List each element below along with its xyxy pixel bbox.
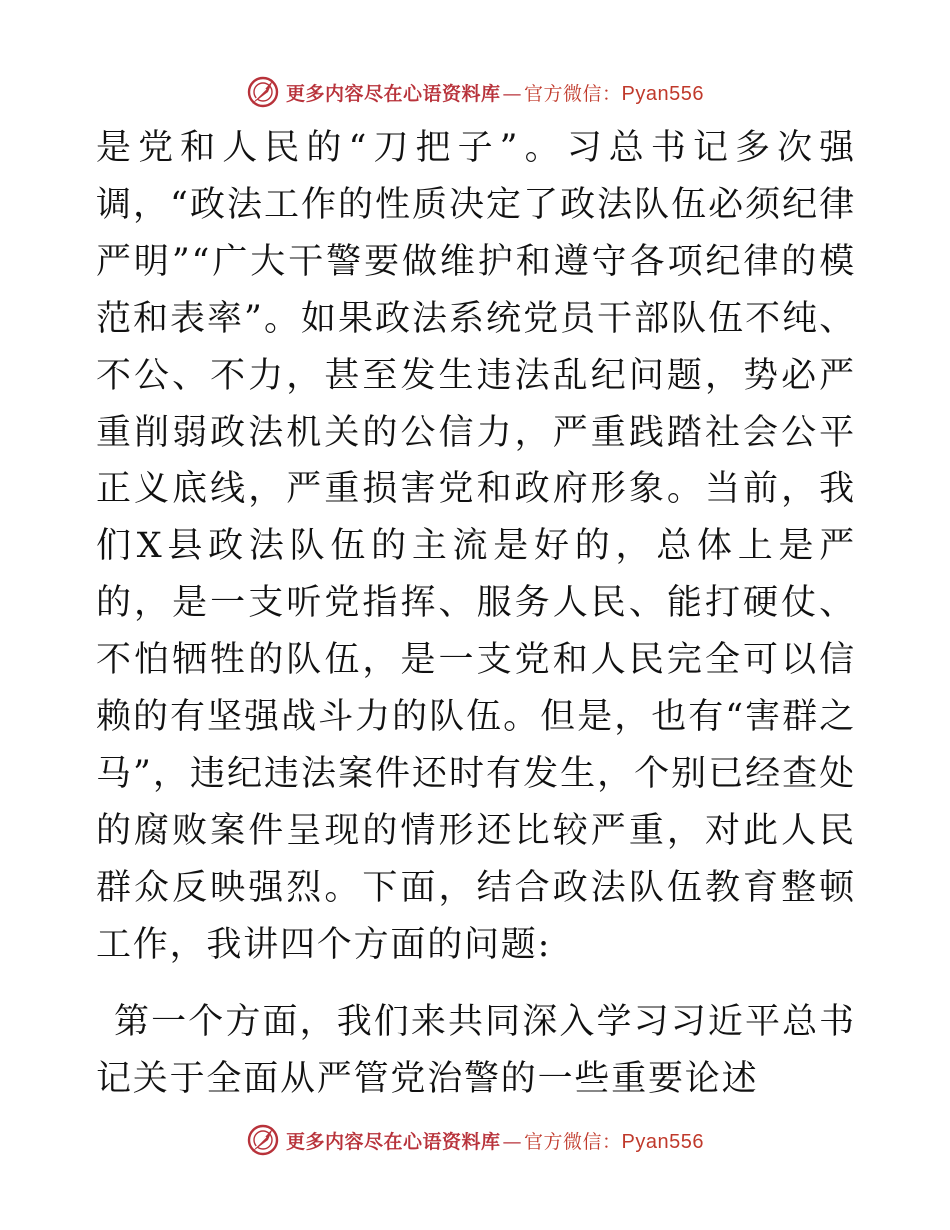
body-paragraph: 是党和人民的“刀把子”。习总书记多次强调，“政法工作的性质决定了政法队伍必须纪律严明”“广大干警要做维护和遵守各项纪律的模范和表率”。如果政法系统党员干部队伍不纯、不公、不力，甚至发生违法乱纪问题，势必严重削弱政法机关的公信力，严重践踏社会公平正义底线，严重损害党和政府形象。当前，我们X县政法队伍的主流是好的，总体上是严的，是一支听党指挥、服务人民、能打硬仗、不怕牺牲的队伍，是一支党和人民完全可以信赖的有坚强战斗力的队伍。但是，也有“害群之马”，违纪违法案件还时有发生，个别已经查处的腐败案件呈现的情形还比较严重，对此人民群众反映强烈。下面，结合政法队伍教育整顿工作，我讲四个方面的问题: [96,128,856,965]
section-heading-paragraph: 第一个方面，我们来共同深入学习习近平总书记关于全面从严管党治警的一些重要论述 [96,1001,856,1099]
watermark-text [286,1127,704,1154]
watermark-header [0,70,950,114]
wechat-id: Pyan556 [621,1130,704,1153]
wechat-label: 官方微信： [524,82,622,105]
watermark-brand: 更多内容尽在心语资料库 [286,82,501,105]
wechat-id: Pyan556 [621,82,704,105]
watermark-text [286,79,704,106]
watermark-separator: — [502,1130,523,1153]
quill-circle-icon [246,75,280,109]
quill-circle-icon [246,1123,280,1157]
watermark-footer [0,1118,950,1162]
watermark-brand: 更多内容尽在心语资料库 [286,1130,501,1153]
watermark-separator: — [502,82,523,105]
document-body [96,120,856,1107]
wechat-label: 官方微信： [524,1130,622,1153]
